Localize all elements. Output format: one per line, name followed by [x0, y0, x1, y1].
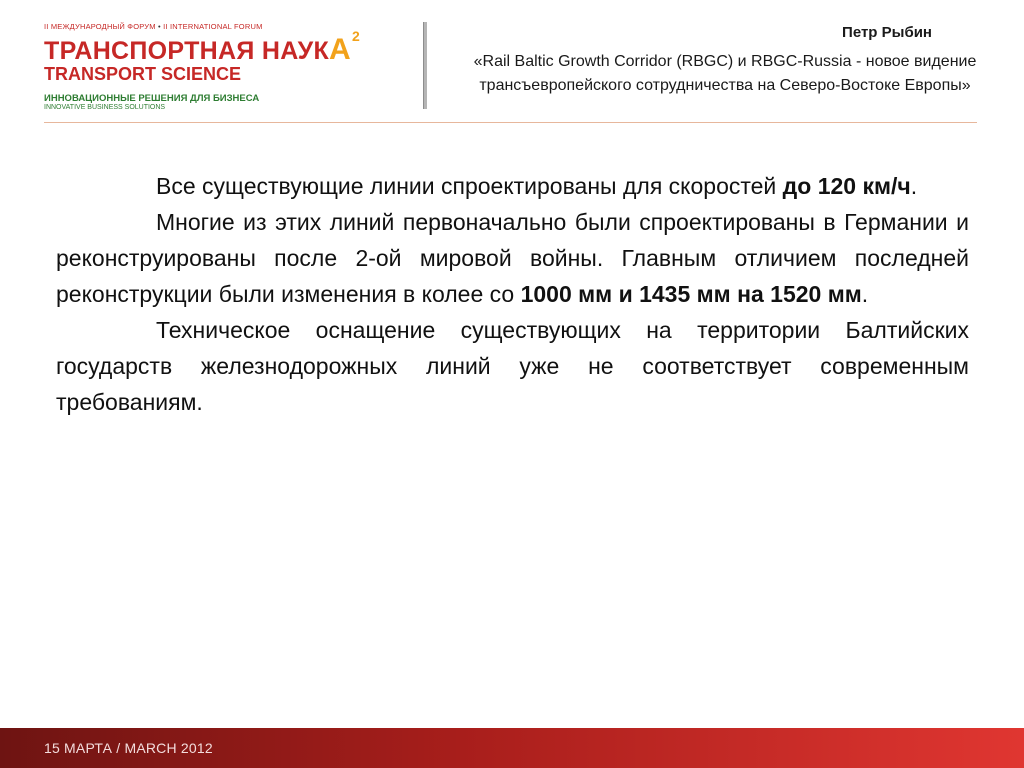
paragraph-1-bold: до 120 км/ч [782, 173, 911, 199]
header-rule [44, 122, 977, 123]
forum-line-separator: • [157, 22, 161, 31]
author-name: Петр Рыбин [842, 24, 932, 41]
tagline-en: INNOVATIVE BUSINESS SOLUTIONS [44, 104, 166, 111]
slide-body [56, 168, 969, 420]
forum-line-ru: II МЕЖДУНАРОДНЫЙ ФОРУМ [44, 22, 156, 31]
brand-title-superscript: 2 [352, 28, 361, 44]
header-divider [423, 22, 427, 109]
paragraph-1-end: . [910, 173, 918, 199]
presentation-title: «Rail Baltic Growth Corridor (RBGC) и RBGC-Russia - новое видение трансъевропейского сотрудничества на Северо-Востоке Европы» [473, 53, 977, 94]
forum-line-en: II INTERNATIONAL FORUM [163, 22, 263, 31]
brand-title-ru-accent: А [329, 33, 352, 66]
tagline-ru: ИННОВАЦИОННЫЕ РЕШЕНИЯ ДЛЯ БИЗНЕСА [44, 93, 260, 104]
paragraph-2 [56, 204, 969, 312]
paragraph-3-text: Техническое оснащение существующих на территории Балтийских государств железнодорожных линий уже не соответствует современным требованиям. [56, 317, 969, 415]
forum-line [44, 22, 263, 31]
paragraph-2-bold: 1000 мм и 1435 мм на 1520 мм [520, 281, 862, 307]
paragraph-2-end: . [861, 281, 869, 307]
paragraph-1-text: Все существующие линии спроектированы для скоростей [156, 173, 783, 199]
paragraph-3 [56, 312, 969, 420]
forum-logo [44, 22, 424, 122]
brand-title-en: TRANSPORT SCIENCE [44, 64, 242, 84]
footer-date: 15 МАРТА / MARCH 2012 [44, 740, 213, 756]
footer-bar [0, 728, 1024, 768]
paragraph-1 [56, 168, 969, 204]
paragraph-2-text: Многие из этих линий первоначально были спроектированы в Германии и реконструированы после 2-ой мировой войны. Главным отличием последней реконструкции были изменения в колее со [56, 209, 969, 307]
brand-title-ru [44, 28, 361, 66]
brand-title-ru-main: ТРАНСПОРТНАЯ НАУК [44, 37, 330, 65]
